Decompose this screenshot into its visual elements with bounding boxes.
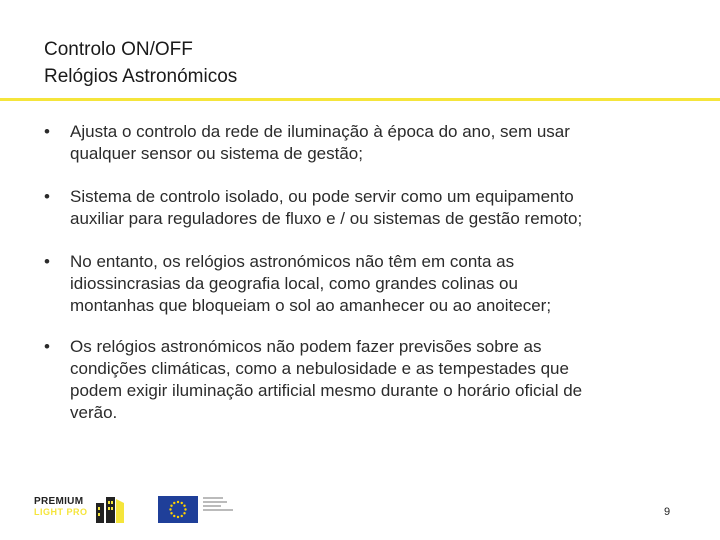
bullet-line: idiossincrasias da geografia local, como grandes colinas ou — [70, 274, 518, 293]
slide-title-line-1: Controlo ON/OFF — [44, 39, 193, 60]
bullet-line: Sistema de controlo isolado, ou pode servir como um equipamento — [70, 187, 574, 206]
bullet-marker: • — [44, 187, 50, 206]
bullet-item — [44, 121, 684, 165]
bullet-line: condições climáticas, como a nebulosidade e as tempestades que — [70, 359, 569, 378]
eu-flag-icon — [158, 496, 198, 523]
bullet-line: podem exigir iluminação artificial mesmo durante o horário oficial de — [70, 381, 583, 400]
page-number: 9 — [664, 506, 671, 518]
bullet-line: auxiliar para reguladores de fluxo e / ou sistemas de gestão remoto; — [70, 209, 583, 228]
bullet-marker: • — [44, 337, 50, 356]
bullet-item — [44, 336, 684, 424]
premium-light-logo — [34, 493, 130, 525]
eu-funding-text-graphic — [203, 497, 237, 523]
bullet-line: No entanto, os relógios astronómicos não têm em conta as — [70, 252, 515, 271]
logo-text-light-pro: LIGHT PRO — [34, 507, 88, 517]
bullet-marker: • — [44, 122, 50, 141]
bullet-marker: • — [44, 252, 50, 271]
bullet-line: montanhas que bloqueiam o sol ao amanhecer ou ao anoitecer; — [70, 296, 552, 315]
logo-text-premium: PREMIUM — [34, 496, 84, 507]
bullet-line: verão. — [70, 403, 118, 422]
slide-title — [44, 36, 237, 90]
bullet-line: Os relógios astronómicos não podem fazer previsões sobre as — [70, 337, 542, 356]
bullet-item — [44, 251, 684, 317]
bullet-list — [44, 121, 684, 445]
bullet-line: Ajusta o controlo da rede de iluminação à época do ano, sem usar — [70, 122, 570, 141]
bullet-item — [44, 186, 684, 230]
eu-stars-icon — [158, 496, 198, 523]
building-lights-icon — [94, 493, 126, 525]
slide-title-line-2: Relógios Astronómicos — [44, 66, 238, 87]
title-divider — [0, 98, 720, 101]
bullet-line: qualquer sensor ou sistema de gestão; — [70, 144, 363, 163]
